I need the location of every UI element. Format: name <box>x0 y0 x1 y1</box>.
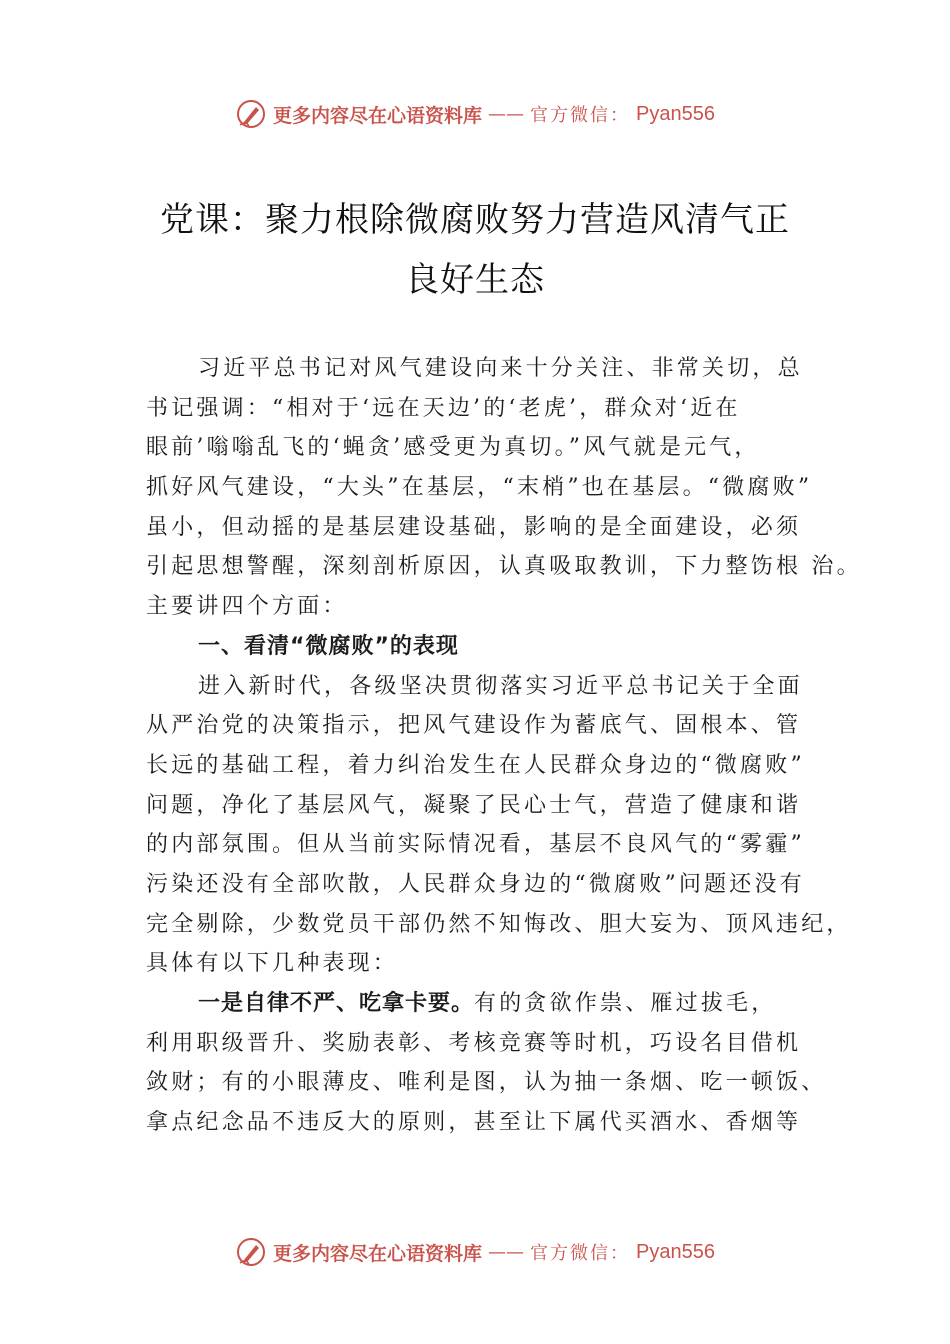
body-line: 主要讲四个方面： <box>146 594 348 620</box>
watermark-banner-bottom <box>0 1232 950 1272</box>
body-line: 具体有以下几种表现： <box>146 951 399 977</box>
document-title-line-1: 党课：聚力根除微腐败努力营造风清气正 <box>160 200 790 240</box>
body-line: 长远的基础工程，着力纠治发生在人民群众身边的“微腐败” <box>146 752 805 778</box>
watermark-brand: 更多内容尽在心语资料库 <box>273 1242 483 1265</box>
body-line: 敛财；有的小眼薄皮、唯利是图，认为抽一条烟、吃一顿饭、 <box>146 1070 827 1096</box>
point-lead: 一是自律不严、吃拿卡要。 <box>198 991 475 1016</box>
body-line: 拿点纪念品不违反大的原则，甚至让下属代买酒水、香烟等 <box>146 1110 802 1136</box>
watermark-banner-top <box>0 94 950 134</box>
watermark-brand: 更多内容尽在心语资料库 <box>273 104 483 127</box>
body-line: 问题，净化了基层风气，凝聚了民心士气，营造了健康和谐 <box>146 792 802 818</box>
watermark-dash: —— <box>488 103 525 125</box>
body-line-with-lead <box>146 984 836 1024</box>
document-title-line-2: 良好生态 <box>405 260 545 300</box>
body-line: 进入新时代，各级坚决贯彻落实习近平总书记关于全面 <box>198 673 803 699</box>
body-line: 的内部氛围。但从当前实际情况看，基层不良风气的“雾霾” <box>146 832 805 858</box>
point-lead-rest: 有的贪欲作祟、雁过拔毛， <box>474 991 777 1016</box>
document-body <box>146 349 862 1143</box>
body-line: 污染还没有全部吹散，人民群众身边的“微腐败”问题还没有 <box>146 871 805 897</box>
body-line: 完全剔除，少数党员干部仍然不知悔改、胆大妄为、顶风违纪， <box>146 911 852 937</box>
section-heading: 一、看清“微腐败”的表现 <box>198 633 459 659</box>
body-line: 眼前’嗡嗡乱飞的‘蝇贪’感受更为真切。”风气就是元气， <box>146 435 760 461</box>
body-line: 习近平总书记对风气建设向来十分关注、非常关切，总 <box>198 356 803 381</box>
body-line: 引起思想警醒，深刻剖析原因，认真吸取教训，下力整饬根 治。 <box>146 554 862 580</box>
body-line: 利用职级晋升、奖励表彰、考核竞赛等时机，巧设名目借机 <box>146 1030 802 1056</box>
body-line: 从严治党的决策指示，把风气建设作为蓄底气、固根本、管 <box>146 713 802 739</box>
pen-logo-icon <box>235 98 267 130</box>
body-line: 书记强调：“相对于‘远在天边’的‘老虎’，群众对‘近在 <box>146 395 741 421</box>
watermark-account: Pyan556 <box>636 102 715 125</box>
watermark-account: Pyan556 <box>636 1240 715 1263</box>
body-line: 抓好风气建设，“大头”在基层，“末梢”也在基层。“微腐败” <box>146 475 813 501</box>
watermark-dash: —— <box>488 1241 525 1263</box>
watermark-wechat-label: 官方微信： <box>530 105 631 126</box>
pen-logo-icon <box>235 1236 267 1268</box>
body-line: 虽小，但动摇的是基层建设基础，影响的是全面建设，必须 <box>146 514 802 540</box>
watermark-wechat-label: 官方微信： <box>530 1243 631 1264</box>
